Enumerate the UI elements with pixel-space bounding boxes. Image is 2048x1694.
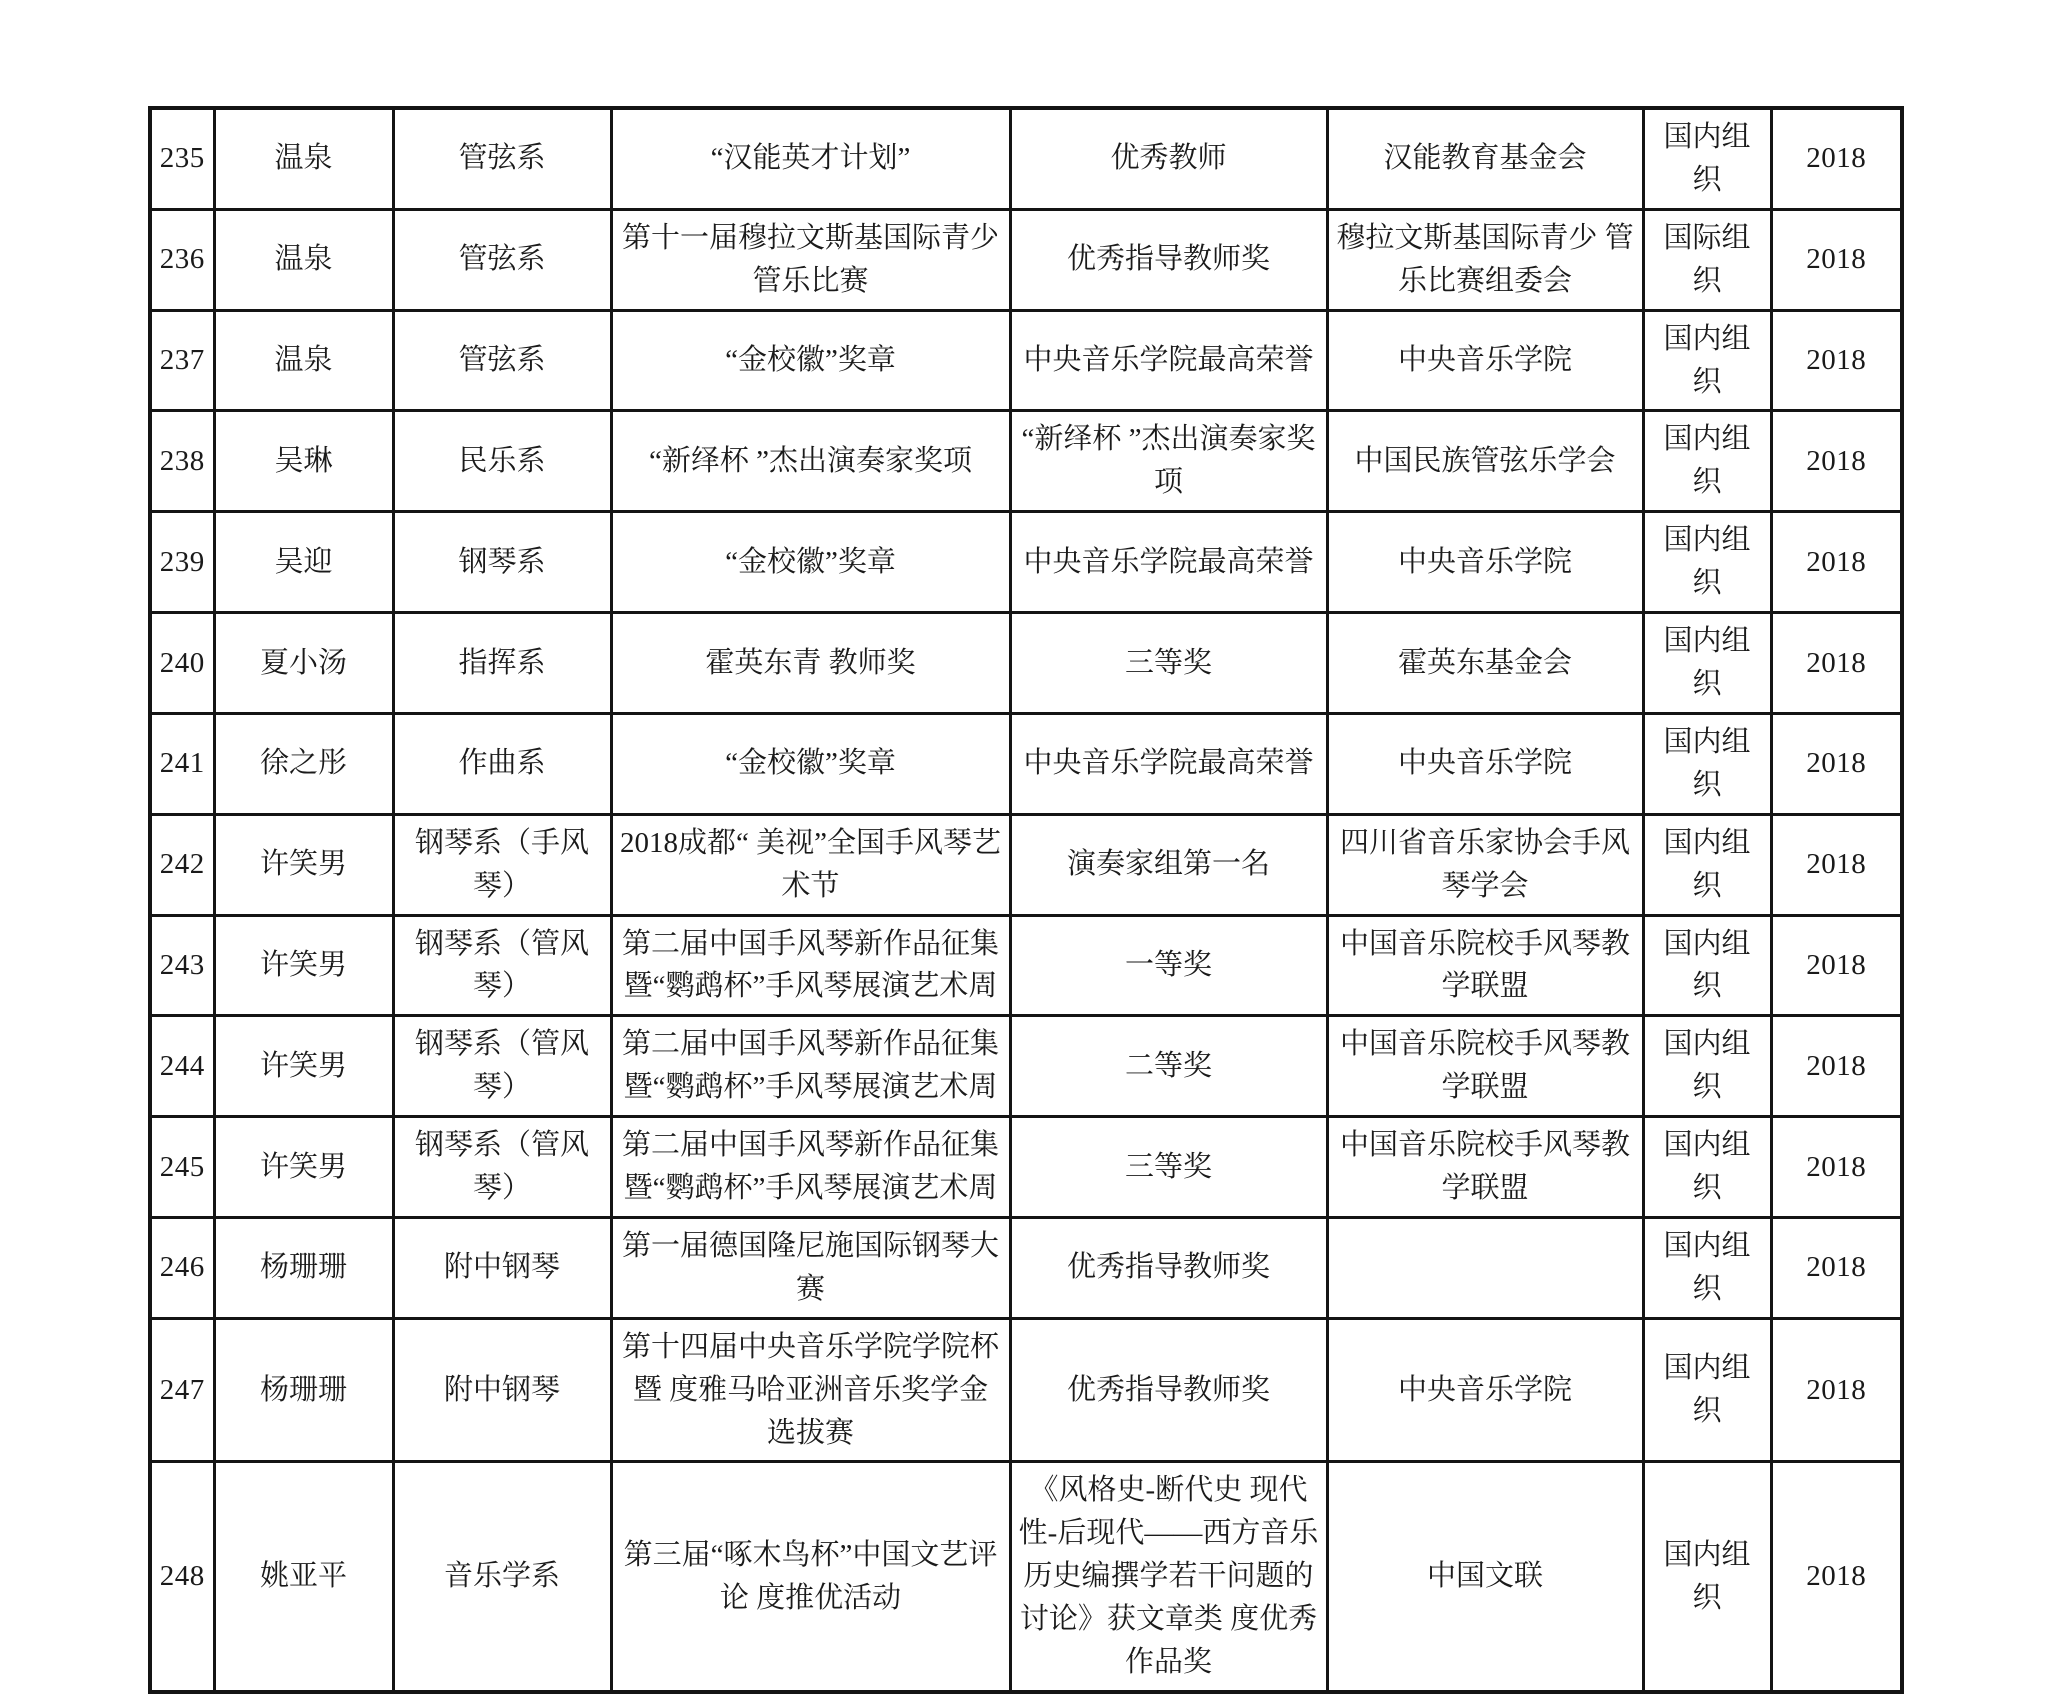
cell-awarding-organization: 中央音乐学院 [1327,310,1643,411]
cell-organization-type: 国内组织 [1643,613,1771,714]
cell-event-name: 第三届“啄木鸟杯”中国文艺评论 度推优活动 [611,1462,1010,1692]
cell-award-received: 演奏家组第一名 [1010,814,1327,915]
cell-teacher-name: 许笑男 [214,814,393,915]
cell-event-name: “金校徽”奖章 [611,512,1010,613]
cell-department: 管弦系 [393,310,611,411]
table-row [150,713,1902,814]
table-row [150,1217,1902,1318]
cell-organization-type: 国内组织 [1643,411,1771,512]
cell-event-name: 霍英东青 教师奖 [611,613,1010,714]
table-row [150,814,1902,915]
cell-year: 2018 [1771,1318,1902,1462]
cell-row-number: 246 [150,1217,214,1318]
cell-award-received: 三等奖 [1010,613,1327,714]
cell-row-number: 245 [150,1117,214,1218]
cell-teacher-name: 吴琳 [214,411,393,512]
cell-organization-type: 国内组织 [1643,915,1771,1016]
cell-event-name: 第十一届穆拉文斯基国际青少 管乐比赛 [611,209,1010,310]
cell-organization-type: 国内组织 [1643,1117,1771,1218]
cell-teacher-name: 许笑男 [214,1117,393,1218]
cell-year: 2018 [1771,512,1902,613]
cell-department: 作曲系 [393,713,611,814]
cell-department: 钢琴系（手风琴） [393,814,611,915]
cell-awarding-organization: 中国民族管弦乐学会 [1327,411,1643,512]
cell-year: 2018 [1771,411,1902,512]
cell-awarding-organization: 穆拉文斯基国际青少 管乐比赛组委会 [1327,209,1643,310]
cell-award-received: 中央音乐学院最高荣誉 [1010,310,1327,411]
cell-row-number: 242 [150,814,214,915]
cell-awarding-organization: 霍英东基金会 [1327,613,1643,714]
table-row [150,108,1902,209]
cell-event-name: “金校徽”奖章 [611,310,1010,411]
cell-event-name: “汉能英才计划” [611,108,1010,209]
table-row [150,512,1902,613]
cell-award-received: 优秀指导教师奖 [1010,209,1327,310]
cell-event-name: 第一届德国隆尼施国际钢琴大赛 [611,1217,1010,1318]
cell-row-number: 247 [150,1318,214,1462]
cell-teacher-name: 温泉 [214,310,393,411]
cell-award-received: 一等奖 [1010,915,1327,1016]
cell-award-received: 中央音乐学院最高荣誉 [1010,713,1327,814]
table-row [150,1016,1902,1117]
cell-event-name: “金校徽”奖章 [611,713,1010,814]
cell-year: 2018 [1771,1217,1902,1318]
cell-organization-type: 国内组织 [1643,814,1771,915]
cell-organization-type: 国内组织 [1643,713,1771,814]
cell-event-name: 第二届中国手风琴新作品征集暨“鹦鹉杯”手风琴展演艺术周 [611,1016,1010,1117]
cell-teacher-name: 温泉 [214,209,393,310]
cell-teacher-name: 许笑男 [214,1016,393,1117]
cell-teacher-name: 杨珊珊 [214,1217,393,1318]
cell-year: 2018 [1771,1117,1902,1218]
cell-department: 指挥系 [393,613,611,714]
cell-teacher-name: 杨珊珊 [214,1318,393,1462]
table-row [150,209,1902,310]
cell-year: 2018 [1771,814,1902,915]
cell-teacher-name: 徐之彤 [214,713,393,814]
cell-year: 2018 [1771,613,1902,714]
cell-year: 2018 [1771,108,1902,209]
cell-year: 2018 [1771,1016,1902,1117]
cell-award-received: 《风格史-断代史 现代性-后现代——西方音乐历史编撰学若干问题的讨论》获文章类 度优秀作品奖 [1010,1462,1327,1692]
cell-organization-type: 国际组织 [1643,209,1771,310]
table-row [150,613,1902,714]
cell-row-number: 235 [150,108,214,209]
cell-department: 钢琴系（管风琴） [393,915,611,1016]
cell-awarding-organization [1327,1217,1643,1318]
cell-department: 管弦系 [393,209,611,310]
table-row [150,1117,1902,1218]
cell-row-number: 238 [150,411,214,512]
cell-awarding-organization: 中央音乐学院 [1327,1318,1643,1462]
cell-department: 附中钢琴 [393,1217,611,1318]
cell-row-number: 243 [150,915,214,1016]
cell-department: 钢琴系（管风琴） [393,1117,611,1218]
table-row [150,310,1902,411]
cell-year: 2018 [1771,310,1902,411]
cell-event-name: 2018成都“ 美视”全国手风琴艺术节 [611,814,1010,915]
cell-event-name: “新绎杯 ”杰出演奏家奖项 [611,411,1010,512]
cell-organization-type: 国内组织 [1643,1217,1771,1318]
cell-awarding-organization: 汉能教育基金会 [1327,108,1643,209]
table-row [150,1462,1902,1692]
cell-award-received: 优秀指导教师奖 [1010,1217,1327,1318]
cell-teacher-name: 夏小汤 [214,613,393,714]
cell-award-received: 二等奖 [1010,1016,1327,1117]
cell-event-name: 第二届中国手风琴新作品征集暨“鹦鹉杯”手风琴展演艺术周 [611,1117,1010,1218]
cell-department: 钢琴系 [393,512,611,613]
table-row [150,1318,1902,1462]
cell-awarding-organization: 中国音乐院校手风琴教学联盟 [1327,1117,1643,1218]
awards-table [148,106,1904,1694]
cell-award-received: 优秀指导教师奖 [1010,1318,1327,1462]
cell-department: 管弦系 [393,108,611,209]
cell-awarding-organization: 中国文联 [1327,1462,1643,1692]
cell-year: 2018 [1771,915,1902,1016]
cell-department: 钢琴系（管风琴） [393,1016,611,1117]
cell-organization-type: 国内组织 [1643,1462,1771,1692]
cell-row-number: 241 [150,713,214,814]
cell-awarding-organization: 中国音乐院校手风琴教学联盟 [1327,1016,1643,1117]
cell-organization-type: 国内组织 [1643,1318,1771,1462]
awards-table-body [150,108,1902,1692]
cell-organization-type: 国内组织 [1643,512,1771,613]
table-row [150,411,1902,512]
cell-awarding-organization: 中国音乐院校手风琴教学联盟 [1327,915,1643,1016]
cell-award-received: 三等奖 [1010,1117,1327,1218]
cell-organization-type: 国内组织 [1643,108,1771,209]
cell-row-number: 244 [150,1016,214,1117]
cell-row-number: 236 [150,209,214,310]
cell-year: 2018 [1771,713,1902,814]
cell-year: 2018 [1771,209,1902,310]
cell-award-received: “新绎杯 ”杰出演奏家奖项 [1010,411,1327,512]
cell-department: 民乐系 [393,411,611,512]
cell-teacher-name: 温泉 [214,108,393,209]
cell-teacher-name: 姚亚平 [214,1462,393,1692]
cell-row-number: 248 [150,1462,214,1692]
cell-department: 附中钢琴 [393,1318,611,1462]
cell-row-number: 237 [150,310,214,411]
cell-award-received: 优秀教师 [1010,108,1327,209]
cell-teacher-name: 许笑男 [214,915,393,1016]
cell-year: 2018 [1771,1462,1902,1692]
cell-event-name: 第十四届中央音乐学院学院杯暨 度雅马哈亚洲音乐奖学金选拔赛 [611,1318,1010,1462]
cell-event-name: 第二届中国手风琴新作品征集暨“鹦鹉杯”手风琴展演艺术周 [611,915,1010,1016]
cell-row-number: 239 [150,512,214,613]
cell-awarding-organization: 中央音乐学院 [1327,512,1643,613]
cell-organization-type: 国内组织 [1643,1016,1771,1117]
table-row [150,915,1902,1016]
cell-organization-type: 国内组织 [1643,310,1771,411]
cell-row-number: 240 [150,613,214,714]
cell-teacher-name: 吴迎 [214,512,393,613]
cell-department: 音乐学系 [393,1462,611,1692]
cell-awarding-organization: 中央音乐学院 [1327,713,1643,814]
cell-award-received: 中央音乐学院最高荣誉 [1010,512,1327,613]
cell-awarding-organization: 四川省音乐家协会手风琴学会 [1327,814,1643,915]
